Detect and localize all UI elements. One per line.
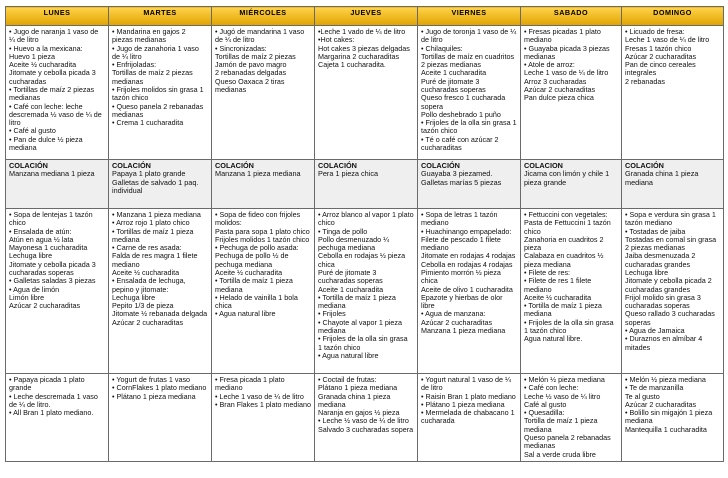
meal-line: •Hot cakes: xyxy=(318,35,355,45)
meal-line: • All Bran 1 plato mediano. xyxy=(9,408,94,418)
day-header: LUNES xyxy=(6,7,109,26)
meal-line: • Frijoles de la olla sin grasa xyxy=(318,334,408,344)
meal-line: Queso rallado 3 cucharadas soperas xyxy=(625,309,715,327)
snack-cell xyxy=(418,160,521,209)
meal-line: • Galletas saladas 3 piezas xyxy=(9,276,96,286)
meal-line: • Frijoles de la olla sin grasa xyxy=(524,317,614,327)
meal-line: • Huachinango empapelado: xyxy=(421,226,512,236)
meal-line: Pimiento morrón ½ pieza chica xyxy=(421,267,501,286)
meal-line: Pasta de Fettuccini 1 tazón chico xyxy=(524,218,611,236)
meal-line: Fresas 1 tazón chico xyxy=(625,43,692,53)
meal-line: • Helado de vainilla 1 bola chica xyxy=(215,292,298,311)
meal-line: Pepito 1/3 de pieza xyxy=(112,301,174,311)
meal-plan xyxy=(5,6,723,462)
meal-line: Jaiba desmenuzada 2 cucharadas grandes xyxy=(625,251,696,269)
meal-line: Pan dulce pieza chica xyxy=(524,93,594,103)
meal-line: • Melón ½ pieza mediana xyxy=(524,375,605,384)
meal-line: Leche 1 vaso de ¼ de litro xyxy=(625,35,710,45)
meal-line: • Agua natural libre xyxy=(215,309,276,319)
meal-line: • Jugo de toronja 1 vaso de ¼ de litro xyxy=(421,27,517,45)
meal-line: Pollo desmenuzado ¼ pechuga mediana xyxy=(318,234,390,253)
meal-line: Cajeta 1 cucharadita. xyxy=(318,60,386,70)
meal-line: • Bran Flakes 1 plato mediano xyxy=(215,399,312,409)
meal-line: • Coctail de frutas: xyxy=(318,375,377,384)
meal-line: • Chilaquiles: xyxy=(421,43,463,53)
meal-line: • Tortilla de maíz 1 pieza mediana xyxy=(215,276,293,294)
day-header: SABADO xyxy=(521,7,622,26)
meal-line: • Filete de res: xyxy=(524,267,571,277)
snack-line: Pera 1 pieza chica xyxy=(318,169,379,179)
snack-line: Manzana 1 pieza mediana xyxy=(215,169,301,179)
meal-line: Lechuga libre xyxy=(625,267,669,277)
meal-line: • Leche 1 vaso de ¼ de litro xyxy=(215,391,304,401)
meal-line: Azúcar 2 cucharaditas xyxy=(9,301,81,311)
breakfast-cell xyxy=(109,26,212,160)
snack-title: COLACIÓN xyxy=(112,161,151,170)
meal-line: • Agua de limón xyxy=(9,284,60,294)
meal-line: • Sincronizadas: xyxy=(215,43,267,53)
meal-line: • Fettuccini con vegetales: xyxy=(524,210,608,219)
snack-cell xyxy=(212,160,315,209)
meal-line: • Leche descremada 1 vaso de ¼ de litro. xyxy=(9,391,98,409)
meal-line: Puré de jitomate 3 cucharadas soperas xyxy=(421,76,486,94)
meal-line: • Quesadilla: xyxy=(524,408,565,418)
meal-line: Aceite 1 cucharadita xyxy=(421,68,487,78)
meal-line: Hot cakes 3 piezas delgadas xyxy=(318,43,410,53)
snack-line: Manzana mediana 1 pieza xyxy=(9,169,95,179)
meal-line: Tortillas de maíz en cuadritos 2 piezas medianas xyxy=(421,51,515,70)
meal-line: Agua natural libre. xyxy=(524,334,583,344)
meal-line: 2 piezas medianas xyxy=(625,243,685,253)
meal-line: Falda de res magra 1 filete mediano xyxy=(112,251,198,269)
meal-line: • Café al gusto xyxy=(9,126,56,136)
meal-line: Pasta para sopa 1 plato chico xyxy=(215,226,310,236)
dinner-row xyxy=(6,374,724,462)
meal-line: • Melón ½ pieza mediana xyxy=(625,375,706,384)
meal-line: • Frijoles de la olla sin grasa 1 tazón chico xyxy=(421,118,517,136)
meal-line: Huevo 1 pieza xyxy=(9,51,55,61)
day-header: JUEVES xyxy=(315,7,418,26)
meal-line: • Jugó de mandarina 1 vaso de ¼ de litro xyxy=(215,27,305,45)
meal-line: • Carne de res asada: xyxy=(112,243,182,253)
meal-line: Leche 1 vaso de ¼ de litro xyxy=(524,68,609,78)
meal-line: • Crema 1 cucharadita xyxy=(112,118,184,128)
meal-line: • Pan de dulce ½ pieza mediana xyxy=(9,134,83,152)
meal-line: Frijoles molidos 1 tazón chico xyxy=(215,234,310,244)
meal-line: Lechuga libre xyxy=(9,251,53,261)
snack-line: Galletas marías 5 piezas xyxy=(421,177,502,187)
meal-line: • Enfrijoladas: xyxy=(112,60,157,70)
meal-line: Naranja en gajos ½ pieza xyxy=(318,408,400,418)
meal-line: • CornFlakes 1 plato mediano xyxy=(112,383,207,393)
meal-line: • Mermelada de chabacano 1 cucharada xyxy=(421,408,515,426)
meal-line: Pollo deshebrado 1 puño xyxy=(421,109,501,119)
meal-line: Aceite de olivo 1 cucharadita xyxy=(421,284,513,294)
meal-line: • Licuado de fresa: xyxy=(625,27,685,36)
meal-line: • Arroz blanco al vapor 1 plato chico xyxy=(318,210,414,228)
meal-line: Te al gusto xyxy=(625,391,660,401)
snack-line: Granada china 1 pieza mediana xyxy=(625,169,699,187)
meal-line: Sal a verde cruda libre xyxy=(524,449,596,459)
breakfast-cell xyxy=(315,26,418,160)
dinner-cell xyxy=(622,374,724,462)
meal-line: • Tortillas de maíz 2 piezas medianas xyxy=(9,84,95,103)
meal-line: • Pechuga de pollo asada: xyxy=(215,243,299,253)
meal-line: • Sopa de letras 1 tazón mediano xyxy=(421,210,498,228)
meal-line: • Frijoles molidos sin grasa 1 tazón chico xyxy=(112,84,204,103)
meal-line: • Duraznos en almíbar 4 mitades xyxy=(625,334,703,352)
meal-line: Mantequilla 1 cucharadita xyxy=(625,424,707,434)
meal-line: • Te de manzanilla xyxy=(625,383,684,393)
meal-line: • Manzana 1 pieza mediana xyxy=(112,210,201,219)
breakfast-cell xyxy=(622,26,724,160)
dinner-cell xyxy=(521,374,622,462)
day-header: MARTES xyxy=(109,7,212,26)
meal-line: 2 rebanadas delgadas xyxy=(215,68,287,78)
meal-line: Granada china 1 pieza mediana xyxy=(318,391,391,409)
meal-line: Aceite ½ cucharadita xyxy=(215,267,283,277)
meal-line: Pechuga de pollo ½ de pechuga mediana xyxy=(215,251,289,269)
meal-line: Manzana 1 pieza mediana xyxy=(421,325,506,335)
meal-line: • Tinga de pollo xyxy=(318,226,368,236)
snack-cell xyxy=(109,160,212,209)
meal-line: Salvado 3 cucharadas sopera xyxy=(318,424,414,434)
meal-line: • Tortillas de maíz 1 pieza mediana xyxy=(112,226,194,244)
meal-line: • Chayote al vapor 1 pieza mediana xyxy=(318,317,403,335)
breakfast-cell xyxy=(418,26,521,160)
lunch-cell xyxy=(212,209,315,374)
meal-line: Jitomate y cebolla picada 2 cucharadas grandes xyxy=(625,276,712,294)
meal-line: Jitomate ½ rebanada delgada xyxy=(112,309,208,319)
meal-line: • Sopa e verdura sin grasa 1 tazón mediano xyxy=(625,210,716,228)
dinner-cell xyxy=(212,374,315,462)
dinner-cell xyxy=(6,374,109,462)
breakfast-cell xyxy=(521,26,622,160)
meal-line: Filete de pescado 1 filete mediano xyxy=(421,234,501,253)
lunch-cell xyxy=(6,209,109,374)
meal-line: • Frijoles xyxy=(318,309,346,319)
meal-line: • Agua natural libre xyxy=(318,350,379,360)
meal-line: • Plátano 1 pieza mediana xyxy=(112,391,196,401)
meal-line: Tostadas en comal sin grasa xyxy=(625,234,717,244)
meal-line: • Agua de Jamaica xyxy=(625,325,685,335)
meal-line: Limón libre xyxy=(9,292,45,302)
meal-line: Tortillas de maíz 2 piezas xyxy=(215,51,296,61)
breakfast-row xyxy=(6,26,724,160)
meal-line: Queso panela 2 rebanadas medianas xyxy=(524,432,611,451)
lunch-cell xyxy=(521,209,622,374)
meal-line: • Mandarina en gajos 2 piezas medianas xyxy=(112,27,186,45)
meal-line: • Queso panela 2 rebanadas medianas xyxy=(112,101,204,119)
meal-line: • Sopa de lentejas 1 tazón chico xyxy=(9,210,93,228)
meal-line: • Papaya picada 1 plato grande xyxy=(9,375,85,393)
breakfast-cell xyxy=(212,26,315,160)
meal-line: Zanahoria en cuadritos 2 pieza xyxy=(524,234,604,253)
snack-title: COLACIÓN xyxy=(318,161,357,170)
meal-line: • Leche ½ vaso de ¼ de litro xyxy=(318,416,409,426)
meal-line: • Guayaba picada 3 piezas medianas xyxy=(524,43,610,61)
meal-line: Epazote y hierbas de olor libre xyxy=(421,292,503,311)
meal-line: Pan de cinco cereales integrales xyxy=(625,60,696,78)
meal-line: Azúcar 2 cucharaditas xyxy=(112,317,184,327)
lunch-cell xyxy=(109,209,212,374)
meal-line: Arroz 3 cucharadas xyxy=(524,76,587,86)
lunch-cell xyxy=(418,209,521,374)
meal-line: •Leche 1 vado de ¼ de litro xyxy=(318,27,406,36)
meal-line: • Plátano 1 pieza mediana xyxy=(421,399,505,409)
snack-line: Guayaba 3 piezamed. xyxy=(421,169,493,179)
meal-line: Aceite ½ cucharadita xyxy=(112,267,180,277)
meal-line: Cebolla en rodajas 4 rodajas xyxy=(421,259,513,269)
meal-line: Margarina 2 cucharaditas xyxy=(318,51,400,61)
meal-line: • Ensalada de atún: xyxy=(9,226,72,236)
meal-line: • Sopa de fideo con frijoles molidos: xyxy=(215,210,301,228)
morning-snack-row xyxy=(6,160,724,209)
breakfast-cell xyxy=(6,26,109,160)
snack-cell xyxy=(521,160,622,209)
meal-line: 2 rebanadas xyxy=(625,76,665,86)
lunch-cell xyxy=(315,209,418,374)
snack-cell xyxy=(6,160,109,209)
meal-line: • Atole de arroz: xyxy=(524,60,575,70)
meal-line: • Jugo de naranja 1 vaso de ¼ de litro xyxy=(9,27,99,45)
meal-line: • Arroz rojo 1 plato chico xyxy=(112,218,190,228)
meal-line: • Yogurt de frutas 1 vaso xyxy=(112,375,191,384)
meal-line: Leche ½ vaso de ¼ litro xyxy=(524,391,601,401)
snack-line: Jicama con limón y chile 1 pieza grande xyxy=(524,169,610,187)
lunch-cell xyxy=(622,209,724,374)
meal-line: Frijol molido sin grasa 3 cucharadas soperas xyxy=(625,292,701,311)
meal-line: • Fresa picada 1 plato mediano xyxy=(215,375,285,393)
meal-line: Azúcar 2 cucharaditas xyxy=(625,51,697,61)
snack-title: COLACIÓN xyxy=(625,161,664,170)
meal-line: Plátano 1 pieza mediana xyxy=(318,383,398,393)
meal-line: • Filete de res 1 filete mediano xyxy=(524,276,592,294)
meal-line: Calabaza en cuadritos ½ pieza mediana xyxy=(524,251,604,269)
meal-line: • Ensalada de lechuga, pepino y jitomate: xyxy=(112,276,186,294)
meal-line: • Tostadas de jaiba xyxy=(625,226,686,236)
day-header: DOMINGO xyxy=(622,7,724,26)
snack-title: COLACION xyxy=(524,161,563,170)
meal-line: Queso fresco 1 cucharada sopera xyxy=(421,93,506,111)
snack-title: COLACIÓN xyxy=(421,161,460,170)
lunch-row xyxy=(6,209,724,374)
meal-line: Queso Oaxaca 2 tiras medianas xyxy=(215,76,285,94)
meal-line: • Huevo a la mexicana: xyxy=(9,43,83,53)
meal-line: Jitomate y cebolla picada 3 cucharadas soperas xyxy=(9,259,96,277)
meal-line: Aceite ½ cucharadita xyxy=(9,60,77,70)
meal-line: Café al gusto xyxy=(524,399,567,409)
meal-line: • Yogurt natural 1 vaso de ¼ de litro xyxy=(421,375,512,393)
meal-line: • Tortilla de maíz 1 pieza mediana xyxy=(318,292,396,311)
day-header: MIÉRCOLES xyxy=(212,7,315,26)
meal-line: Mayonesa 1 cucharadita xyxy=(9,243,88,253)
meal-line: Jitomate en rodajas 4 rodajas xyxy=(421,251,516,261)
meal-line: • Fresas picadas 1 plato mediano xyxy=(524,27,601,45)
snack-title: COLACIÓN xyxy=(9,161,48,170)
meal-line: 1 tazón chico xyxy=(318,342,361,352)
day-header: VIERNES xyxy=(418,7,521,26)
meal-line: Puré de jitomate 3 cucharadas soperas xyxy=(318,267,383,286)
meal-line: Jitomate y cebolla picada 3 cucharadas xyxy=(9,68,96,86)
meal-line: Azúcar 2 cucharaditas xyxy=(421,317,493,327)
weekly-meal-table xyxy=(5,6,724,462)
meal-line: Azúcar 2 cucharaditas xyxy=(524,84,596,94)
meal-line: 1 tazón chico xyxy=(524,325,567,335)
snack-cell xyxy=(315,160,418,209)
meal-line: • Jugo de zanahoria 1 vaso de ¼ litro xyxy=(112,43,199,61)
header-row xyxy=(6,7,724,26)
meal-line: • Tortilla de maíz 1 pieza mediana xyxy=(524,301,602,319)
snack-line: Galletas de salvado 1 paq. individual xyxy=(112,177,199,196)
meal-line: Jamón de pavo magro xyxy=(215,60,287,70)
meal-line: Cebolla en rodajas ½ pieza chica xyxy=(318,251,406,269)
meal-line: Aceite 1 cucharadita xyxy=(318,284,384,294)
meal-line: • Agua de manzana: xyxy=(421,309,486,319)
meal-line: • Café con leche: xyxy=(524,383,579,393)
snack-title: COLACIÓN xyxy=(215,161,254,170)
meal-line: Atún en agua ½ lata xyxy=(9,234,74,244)
dinner-cell xyxy=(315,374,418,462)
meal-line: Azúcar 2 cucharaditas xyxy=(625,399,697,409)
snack-cell xyxy=(622,160,724,209)
meal-line: • Café con leche: leche descremada ½ vaso de ¼ de litro xyxy=(9,101,102,128)
meal-line: • Raisin Bran 1 plato mediano xyxy=(421,391,516,401)
meal-line: Tortillas de maíz 2 piezas medianas xyxy=(112,68,193,86)
meal-line: Tortilla de maíz 1 pieza mediana xyxy=(524,416,598,434)
meal-line: Aceite ½ cucharadita xyxy=(524,292,592,302)
meal-line: Lechuga libre xyxy=(112,292,156,302)
dinner-cell xyxy=(109,374,212,462)
meal-line: • Bolillo sin migajón 1 pieza mediana xyxy=(625,408,713,426)
snack-line: Papaya 1 plato grande xyxy=(112,169,186,179)
dinner-cell xyxy=(418,374,521,462)
meal-line: • Té o café con azúcar 2 cucharaditas xyxy=(421,134,499,152)
